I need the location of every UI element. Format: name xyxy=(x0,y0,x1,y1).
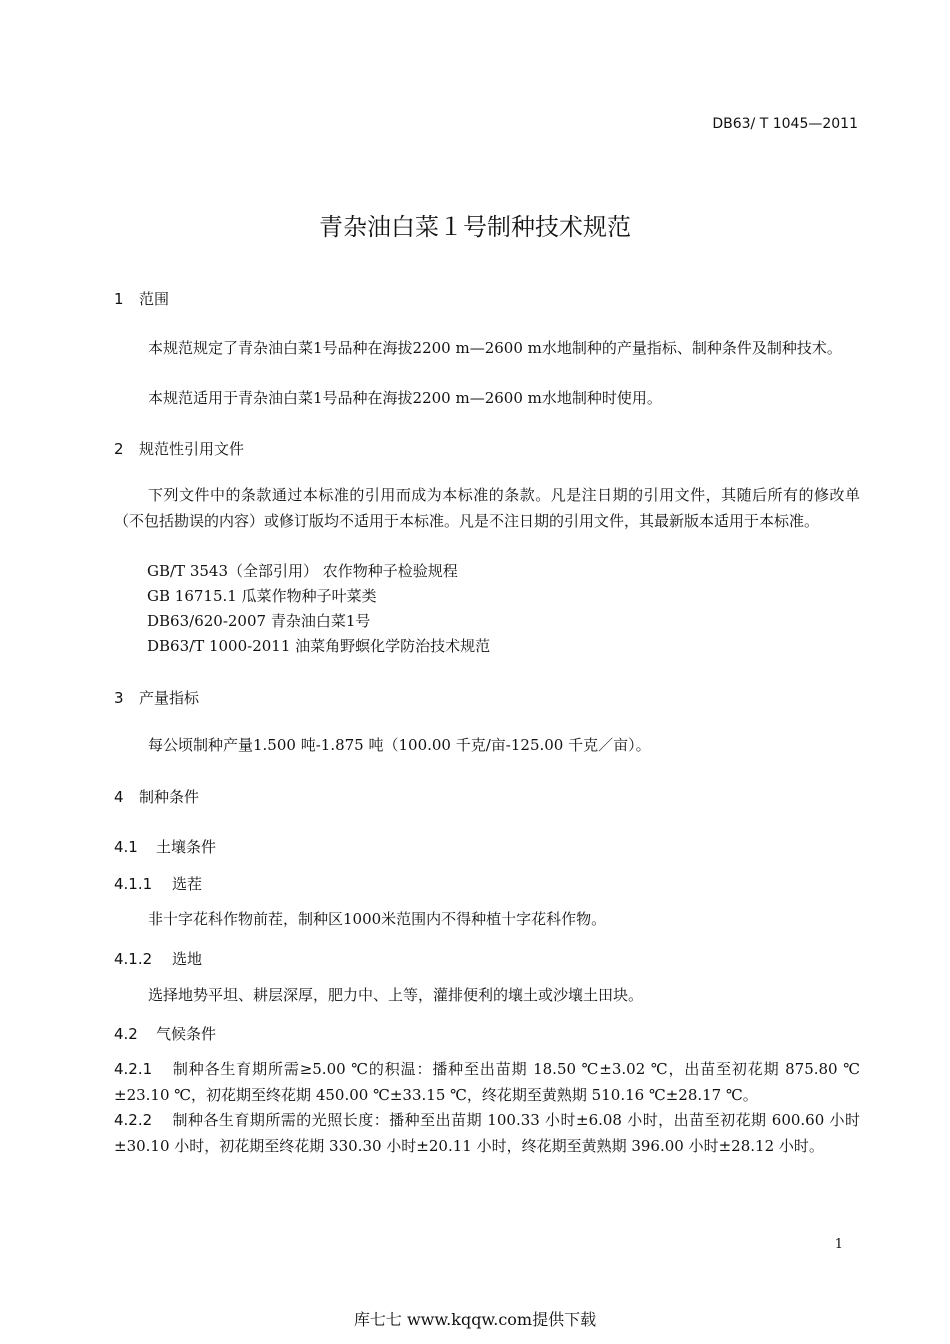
subsection-4-1-1-heading xyxy=(114,873,202,894)
section-3-heading xyxy=(114,687,199,708)
section-title: 选茬 xyxy=(172,875,203,893)
subsection-4-1-1-paragraph: 非十字花科作物前茬，制种区1000米范围内不得种植十字花科作物。 xyxy=(148,910,607,928)
section-1-paragraph-1: 本规范规定了青杂油白菜1号品种在海拔2200 m—2600 m水地制种的产量指标、制种条件及制种技术。 xyxy=(148,339,842,357)
section-number: 4.2.1 xyxy=(114,1060,153,1078)
reference-item: DB63/620-2007 青杂油白菜1号 xyxy=(147,612,371,630)
section-number: 4.1 xyxy=(114,838,138,856)
footer-watermark: 库七七 www.kqqw.com提供下载 xyxy=(353,1310,597,1329)
document-title: 青杂油白菜１号制种技术规范 xyxy=(319,213,631,241)
subsection-4-2-heading xyxy=(114,1023,216,1044)
document-code: DB63/ T 1045—2011 xyxy=(712,116,858,132)
section-title: 制种条件 xyxy=(139,788,200,806)
page-number: 1 xyxy=(834,1237,843,1252)
section-number: 2 xyxy=(114,440,124,458)
paragraph-text: 制种各生育期所需的光照长度：播种至出苗期 100.33 小时±6.08 小时，出苗至初花期 600.60 小时±30.10 小时，初花期至终花期 330.30 小时±20.11 小时，终花期至黄熟期 396.00 小时±28.12 小时。 xyxy=(114,1111,860,1155)
section-title: 范围 xyxy=(139,290,170,308)
subsection-4-1-2-paragraph: 选择地势平坦、耕层深厚，肥力中、上等，灌排便利的壤土或沙壤土田块。 xyxy=(148,986,644,1004)
section-number: 4 xyxy=(114,788,124,806)
section-2-heading xyxy=(114,438,244,459)
section-2-paragraph: 下列文件中的条款通过本标准的引用而成为本标准的条款。凡是注日期的引用文件，其随后所有的修改单（不包括勘误的内容）或修订版均不适用于本标准。凡是不注日期的引用文件，其最新版本适用于本标准。 xyxy=(114,486,860,530)
section-title: 产量指标 xyxy=(139,689,200,707)
section-number: 4.1.1 xyxy=(114,875,153,893)
section-number: 4.1.2 xyxy=(114,950,153,968)
section-1-heading xyxy=(114,288,169,309)
section-number: 4.2 xyxy=(114,1025,138,1043)
section-number: 4.2.2 xyxy=(114,1111,153,1129)
section-title: 土壤条件 xyxy=(156,838,217,856)
section-1-paragraph-2: 本规范适用于青杂油白菜1号品种在海拔2200 m—2600 m水地制种时使用。 xyxy=(148,389,662,407)
section-3-paragraph: 每公顷制种产量1.500 吨-1.875 吨（100.00 千克/亩-125.00 千克／亩）。 xyxy=(148,736,651,754)
reference-item: GB 16715.1 瓜菜作物种子叶菜类 xyxy=(147,587,377,605)
section-number: 1 xyxy=(114,290,124,308)
subsection-4-1-2-heading xyxy=(114,948,202,969)
subsection-4-1-heading xyxy=(114,836,216,857)
section-number: 3 xyxy=(114,689,124,707)
reference-item: DB63/T 1000-2011 油菜角野螟化学防治技术规范 xyxy=(147,637,491,655)
section-title: 选地 xyxy=(172,950,203,968)
section-title: 气候条件 xyxy=(156,1025,217,1043)
subsection-4-2-1-paragraph xyxy=(114,1056,860,1108)
section-title: 规范性引用文件 xyxy=(139,440,245,458)
reference-item: GB/T 3543（全部引用） 农作物种子检验规程 xyxy=(147,562,458,580)
paragraph-text: 制种各生育期所需≥5.00 ℃的积温：播种至出苗期 18.50 ℃±3.02 ℃，出苗至初花期 875.80 ℃±23.10 ℃，初花期至终花期 450.00 ℃±33.15 ℃，终花期至黄熟期 510.16 ℃±28.17 ℃。 xyxy=(114,1060,860,1104)
section-4-heading xyxy=(114,786,199,807)
subsection-4-2-2-paragraph xyxy=(114,1107,860,1159)
